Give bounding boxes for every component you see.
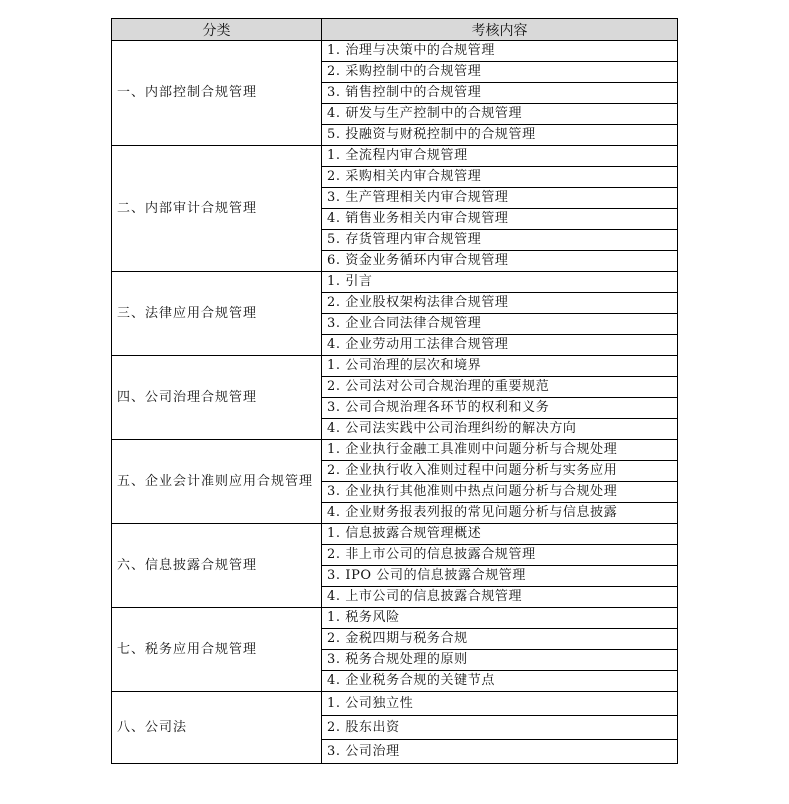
content-item-cell: 3. 公司合规治理各环节的权利和义务 — [322, 398, 678, 419]
content-item-cell: 1. 引言 — [322, 272, 678, 293]
category-cell: 一、内部控制合规管理 — [112, 41, 322, 146]
content-item-cell: 1. 企业执行金融工具准则中问题分析与合规处理 — [322, 440, 678, 461]
content-item-cell: 4. 企业劳动用工法律合规管理 — [322, 335, 678, 356]
category-cell: 八、公司法 — [112, 692, 322, 764]
content-item-cell: 4. 上市公司的信息披露合规管理 — [322, 587, 678, 608]
content-item-cell: 3. 公司治理 — [322, 740, 678, 764]
table-row — [112, 356, 678, 377]
header-content: 考核内容 — [322, 19, 678, 41]
content-item-cell: 3. 生产管理相关内审合规管理 — [322, 188, 678, 209]
table-row — [112, 608, 678, 629]
category-cell: 七、税务应用合规管理 — [112, 608, 322, 692]
category-cell: 二、内部审计合规管理 — [112, 146, 322, 272]
content-item-cell: 6. 资金业务循环内审合规管理 — [322, 251, 678, 272]
table-body — [112, 41, 678, 764]
content-item-cell: 2. 股东出资 — [322, 716, 678, 740]
content-item-cell: 2. 采购相关内审合规管理 — [322, 167, 678, 188]
content-item-cell: 2. 非上市公司的信息披露合规管理 — [322, 545, 678, 566]
table-row — [112, 440, 678, 461]
table-row — [112, 272, 678, 293]
content-item-cell: 1. 税务风险 — [322, 608, 678, 629]
table-row — [112, 524, 678, 545]
content-item-cell: 4. 企业财务报表列报的常见问题分析与信息披露 — [322, 503, 678, 524]
content-item-cell: 1. 信息披露合规管理概述 — [322, 524, 678, 545]
table-row — [112, 692, 678, 716]
content-item-cell: 4. 研发与生产控制中的合规管理 — [322, 104, 678, 125]
category-cell: 四、公司治理合规管理 — [112, 356, 322, 440]
content-item-cell: 4. 销售业务相关内审合规管理 — [322, 209, 678, 230]
content-item-cell: 4. 公司法实践中公司治理纠纷的解决方向 — [322, 419, 678, 440]
content-item-cell: 1. 全流程内审合规管理 — [322, 146, 678, 167]
content-item-cell: 3. 企业合同法律合规管理 — [322, 314, 678, 335]
content-item-cell: 4. 企业税务合规的关键节点 — [322, 671, 678, 692]
content-item-cell: 1. 治理与决策中的合规管理 — [322, 41, 678, 62]
header-row — [112, 19, 678, 41]
content-item-cell: 5. 存货管理内审合规管理 — [322, 230, 678, 251]
content-item-cell: 2. 企业执行收入准则过程中问题分析与实务应用 — [322, 461, 678, 482]
content-item-cell: 2. 企业股权架构法律合规管理 — [322, 293, 678, 314]
content-item-cell: 3. 企业执行其他准则中热点问题分析与合规处理 — [322, 482, 678, 503]
content-item-cell: 2. 采购控制中的合规管理 — [322, 62, 678, 83]
category-cell: 六、信息披露合规管理 — [112, 524, 322, 608]
content-item-cell: 2. 金税四期与税务合规 — [322, 629, 678, 650]
exam-content-table — [111, 18, 678, 764]
category-cell: 五、企业会计准则应用合规管理 — [112, 440, 322, 524]
table-row — [112, 146, 678, 167]
category-cell: 三、法律应用合规管理 — [112, 272, 322, 356]
content-item-cell: 2. 公司法对公司合规治理的重要规范 — [322, 377, 678, 398]
content-item-cell: 5. 投融资与财税控制中的合规管理 — [322, 125, 678, 146]
content-item-cell: 1. 公司治理的层次和境界 — [322, 356, 678, 377]
content-item-cell: 3. 税务合规处理的原则 — [322, 650, 678, 671]
table-row — [112, 41, 678, 62]
table-header — [112, 19, 678, 41]
content-item-cell: 3. IPO 公司的信息披露合规管理 — [322, 566, 678, 587]
header-category: 分类 — [112, 19, 322, 41]
content-item-cell: 1. 公司独立性 — [322, 692, 678, 716]
content-item-cell: 3. 销售控制中的合规管理 — [322, 83, 678, 104]
